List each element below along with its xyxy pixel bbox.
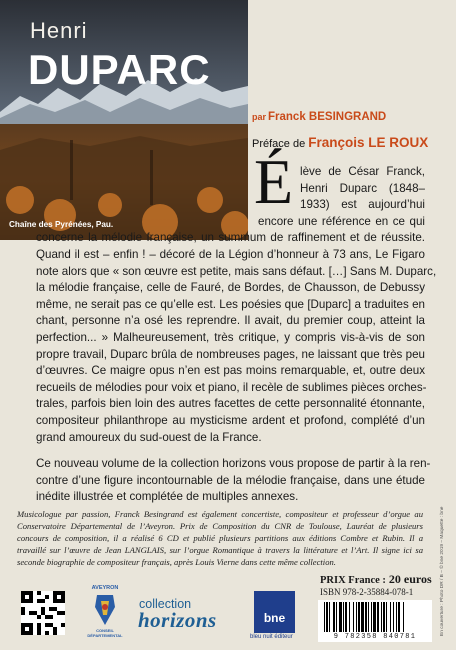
author-bio [17,508,423,568]
body-line: concerne la mélodie française, un summum de raffinement et de réussite. [36,231,425,245]
body-line: chant, personne n’a osé les reprendre. Il avait, du premier coup, atteint la [36,314,425,328]
isbn: ISBN 978-2-35884-078-1 [320,587,414,597]
aveyron-logo [85,585,125,641]
collection-line: contre d’une figure incontournable de la mélodie française, dans une étude [36,473,425,487]
price-label: PRIX France : [320,575,386,586]
body-line: trales, parfois bien loin des autres facettes de cette personnalité étonnante, [36,397,425,411]
price [320,572,432,587]
author-first-name: Henri [30,18,88,43]
body-line: 1933) est aujourd’hui [300,198,425,212]
byline-prefix: par [252,112,267,122]
barcode-bars [318,600,432,634]
qr-code [21,591,65,635]
side-credit [438,498,450,638]
body-line: même, ne serait pas ce qu’elle est. Les poésies que [Duparc] a traduites en [36,297,425,311]
collection-line: inédite illustrée et complétée de multiples annexes. [36,490,299,504]
barcode-number: 9 782358 840781 [333,633,417,641]
body-line: recueils de mélodies pour voix et piano, il recèle de sublimes pièces orches- [36,380,427,394]
collection-name: horizons [138,608,217,632]
bne-logo: bne [254,591,295,633]
price-value: 20 euros [388,572,432,586]
collection-line: Ce nouveau volume de la collection horizons vous propose de partir à la ren- [36,457,431,470]
publisher-name: bleu nuit éditeur [250,634,293,640]
body-line: grand amoureux du sud-ouest de la France. [36,430,262,444]
drop-cap: É [254,146,294,217]
body-line: d’œuvres. Ce maigre opus n’en est pas moins remarquable, et, outre deux [36,364,425,378]
aveyron-emblem-icon [93,593,117,627]
body-line: lève de César Franck, [300,165,425,178]
aveyron-label: AVEYRON [91,585,119,591]
preface-name: François LE ROUX [308,135,429,150]
body-line: Quand il est – enfin ! – décoré de la Légion d’honneur à 73 ans, Le Figaro [36,248,425,261]
body-line: note alors que « son œuvre est petite, mais sans défaut. […] Sans M. Duparc, [36,264,437,278]
aveyron-council-label: CONSEIL DÉPARTEMENTAL [87,628,123,638]
bio-line: seconde biographie de compositeur français, après Louis Vierne dans cette même collection. [17,557,336,567]
body-line: encore une référence en ce qui [258,214,425,228]
bio-line: Conservatoire Départemental de l’Aveyron. Prix de Composition du CNR de Toulouse, Lauréat de plusieurs [17,521,423,531]
bio-line: travaillé sur l’œuvre de Jean LANGLAIS, sur l’orgue Romantique à travers la littérature et l’Art. Il signe ici sa [17,545,423,555]
byline-name: Franck BESINGRAND [268,111,387,123]
byline [252,111,386,123]
body-line: la mélodie française, celle de Fauré, de Bordes, de Chausson, de Debussy [36,281,425,295]
photo-caption: Chaîne des Pyrénées, Pau. [9,220,114,229]
bio-line: Musicologue par passion, Franck Besingrand est également concertiste, compositeur et professeur d’orgue au [17,509,423,519]
preface-prefix: Préface de [252,138,306,150]
side-credit-text: En couverture : Photo DR / B – © bne 2019 – Maquette : bne [440,506,445,636]
body-line: propre travail, Duparc brûla de nombreuses pages, ne laissant que très peu [36,347,425,361]
bio-line: concours de composition, il a réalisé 6 CD et publié plusieurs partitions aux éditions Combre et Rubin. Il a [17,533,423,543]
body-line: Henri Duparc (1848– [300,181,425,195]
body-line: perfection... » Malheureusement, très critique, y compris vis-à-vis de son [36,331,425,344]
collection-label: collection [139,597,192,611]
author-last-name: DUPARC [28,46,211,93]
body-line: compositeur philanthrope au mysticisme ardent et profond, complété d’un [36,414,425,427]
